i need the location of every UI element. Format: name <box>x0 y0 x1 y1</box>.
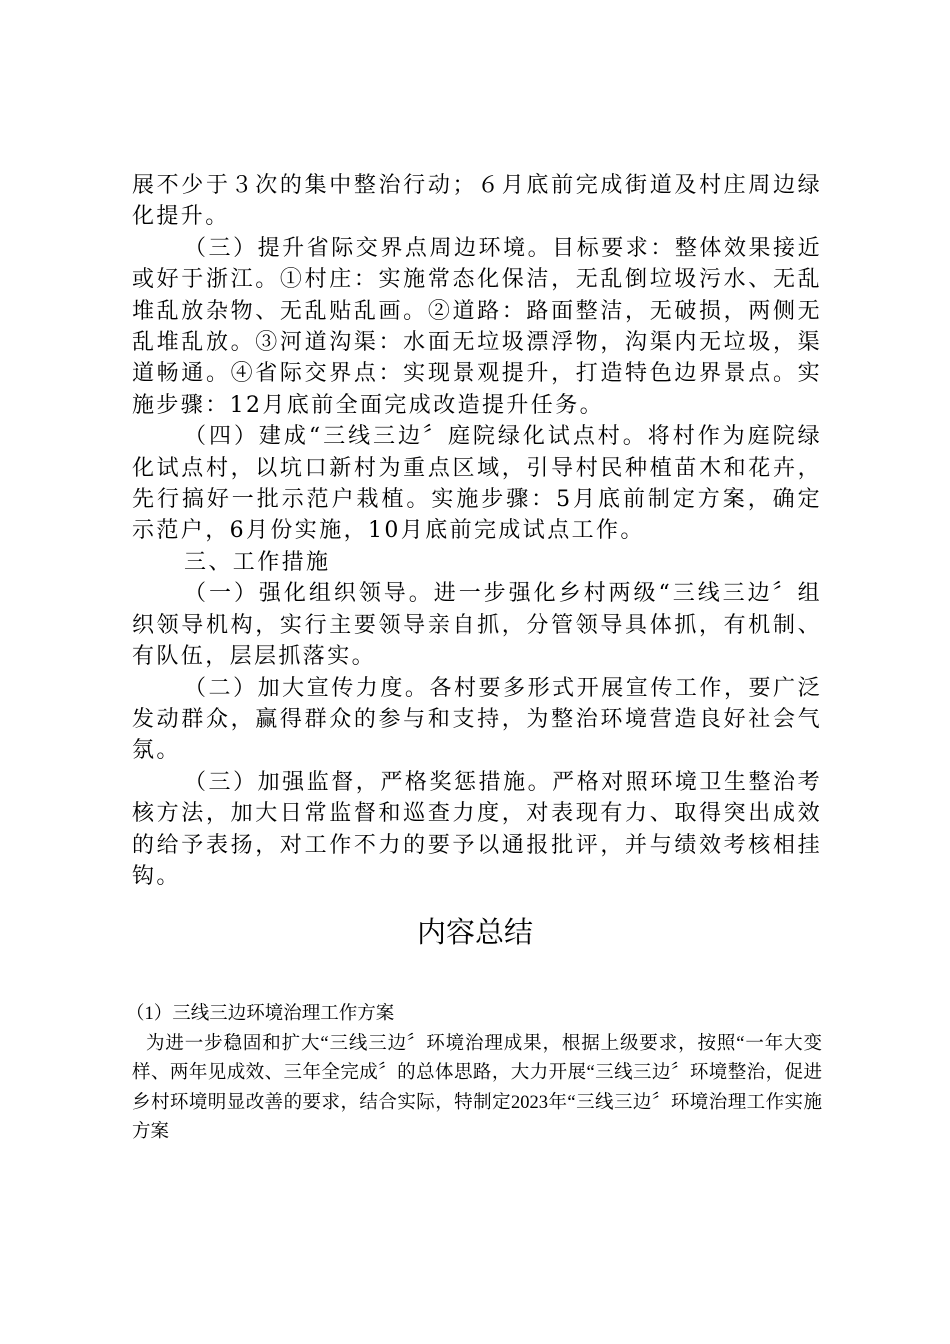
paragraph-1: 展不少于３次的集中整治行动；６月底前完成街道及村庄周边绿化提升。 <box>132 173 822 230</box>
paragraph-7: （三）加强监督，严格奖惩措施。严格对照环境卫生整治考核方法，加大日常监督和巡查力度，对表现有力、取得突出成效的给予表扬，对工作不力的要予以通报批评，并与绩效考核相挂钩。 <box>132 769 822 889</box>
summary-heading: （1）三线三边环境治理工作方案 <box>126 1004 395 1024</box>
section-heading: 三、工作措施 <box>184 549 331 575</box>
paragraph-3: （四）建成“三线三边〞庭院绿化试点村。将村作为庭院绿化试点村，以坑口新村为重点区域，引导村民种植苗木和花卉，先行搞好一批示范户栽植。实施步骤：5月底前制定方案，确定示范户，6月份实施，10月底前完成试点工作。 <box>132 424 822 544</box>
summary-title: 内容总结 <box>416 915 533 949</box>
summary-text: 为进一步稳固和扩大“三线三边〞环境治理成果，根据上级要求，按照“一年大变样、两年见成效、三年全完成〞的总体思路，大力开展“三线三边〞环境整治，促进乡村环境明显改善的要求，结合实际，特制定2023年“三线三边〞环境治理工作实施方案 <box>132 1033 822 1142</box>
paragraph-2: （三）提升省际交界点周边环境。目标要求：整体效果接近或好于浙江。①村庄：实施常态化保洁，无乱倒垃圾污水、无乱堆乱放杂物、无乱贴乱画。②道路：路面整洁，无破损，两侧无乱堆乱放。③河道沟渠：水面无垃圾漂浮物，沟渠内无垃圾，渠道畅通。④省际交界点：实现景观提升，打造特色边界景点。实施步骤：12月底前全面完成改造提升任务。 <box>132 235 822 418</box>
paragraph-5: （一）强化组织领导。进一步强化乡村两级“三线三边〞组织领导机构，实行主要领导亲自抓，分管领导具体抓，有机制、有队伍，层层抓落实。 <box>132 581 822 670</box>
summary-section <box>126 1000 822 1148</box>
body-text <box>132 170 822 892</box>
paragraph-6: （二）加大宣传力度。各村要多形式开展宣传工作，要广泛发动群众，赢得群众的参与和支持，为整治环境营造良好社会气氛。 <box>132 675 822 764</box>
